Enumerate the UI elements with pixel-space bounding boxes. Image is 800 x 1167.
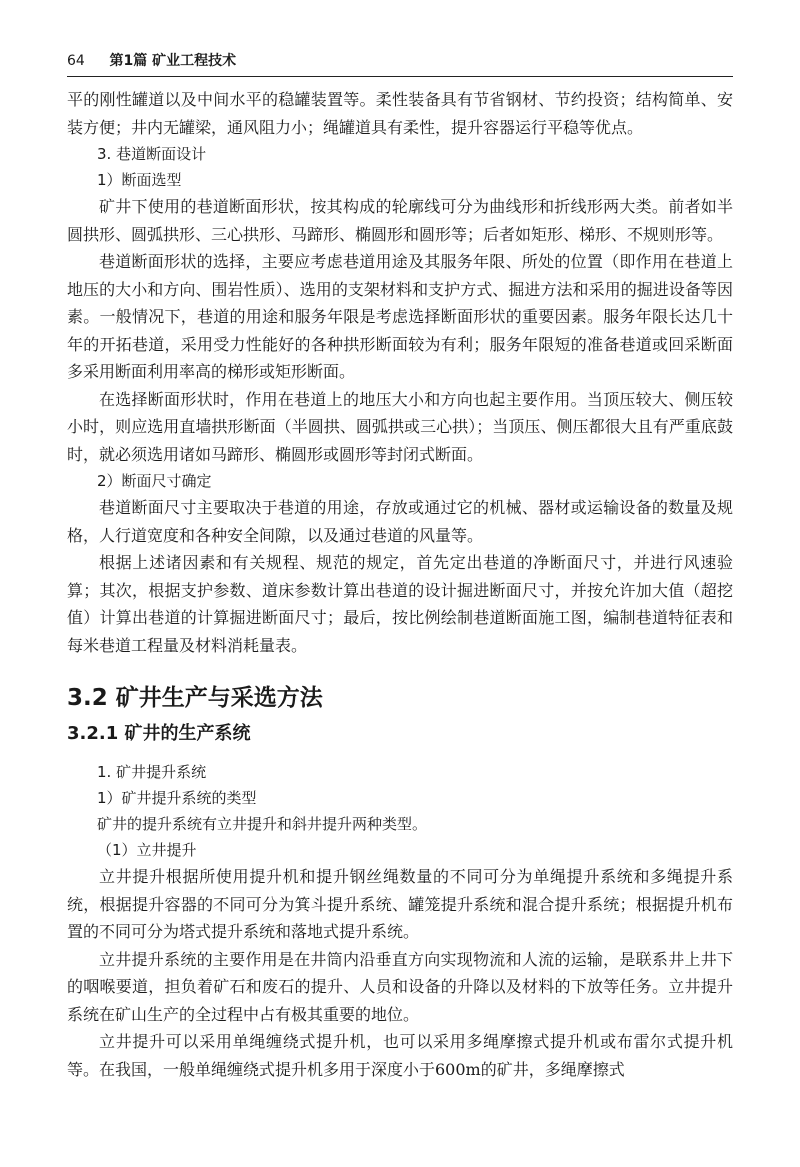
paragraph: 立井提升可以采用单绳缠绕式提升机，也可以采用多绳摩擦式提升机或布雷尔式提升机等。在我国，一般单绳缠绕式提升机多用于深度小于600m的矿井，多绳摩擦式: [67, 1032, 733, 1079]
paragraph: 在选择断面形状时，作用在巷道上的地压大小和方向也起主要作用。当顶压较大、侧压较小时，则应选用直墙拱形断面（半圆拱、圆弧拱或三心拱）；当顶压、侧压都很大且有严重底鼓时，就必须选用诸如马蹄形、椭圆形或圆形等封闭式断面。: [67, 389, 733, 464]
paragraph: 巷道断面尺寸主要取决于巷道的用途，存放或通过它的机械、器材或运输设备的数量及规格，人行道宽度和各种安全间隙，以及通过巷道的风量等。: [67, 498, 733, 545]
running-title: 第1篇 矿业工程技术: [109, 53, 237, 69]
page-number: 64: [67, 53, 85, 69]
paragraph: 矿井下使用的巷道断面形状，按其构成的轮廓线可分为曲线形和折线形两大类。前者如半圆拱形、圆弧拱形、三心拱形、马蹄形、椭圆形和圆形等；后者如矩形、梯形、不规则形等。: [67, 197, 733, 244]
chapter-section-title: 3.2 矿井生产与采选方法: [67, 685, 323, 711]
paragraph: 平的刚性罐道以及中间水平的稳罐装置等。柔性装备具有节省钢材、节约投资；结构简单、安装方便；井内无罐梁，通风阻力小；绳罐道具有柔性，提升容器运行平稳等优点。: [67, 90, 733, 137]
paragraph: 巷道断面形状的选择，主要应考虑巷道用途及其服务年限、所处的位置（即作用在巷道上地压的大小和方向、围岩性质）、选用的支架材料和支护方式、掘进方法和采用的掘进设备等因素。一般情况下，巷道的用途和服务年限是考虑选择断面形状的重要因素。服务年限长达几十年的开拓巷道，采用受力性能好的各种拱形断面较为有利；服务年限短的准备巷道或回采断面多采用断面利用率高的梯形或矩形断面。: [67, 252, 733, 381]
subsection-heading: 1）矿井提升系统的类型: [97, 789, 257, 807]
subsection-heading: 1）断面选型: [97, 171, 182, 189]
section-heading: 1. 矿井提升系统: [97, 763, 207, 781]
subsection-heading: （1）立井提升: [97, 841, 197, 859]
subsection-heading: 2）断面尺寸确定: [97, 472, 212, 490]
page-body: [67, 86, 733, 1083]
page-header: [67, 50, 733, 77]
section-title: 3.2.1 矿井的生产系统: [67, 723, 251, 744]
paragraph: 根据上述诸因素和有关规程、规范的规定，首先定出巷道的净断面尺寸，并进行风速验算；其次，根据支护参数、道床参数计算出巷道的设计掘进断面尺寸，并按允许加大值（超挖值）计算出巷道的计算掘进断面尺寸；最后，按比例绘制巷道断面施工图，编制巷道特征表和每米巷道工程量及材料消耗量表。: [67, 553, 733, 655]
paragraph: 立井提升根据所使用提升机和提升钢丝绳数量的不同可分为单绳提升系统和多绳提升系统，根据提升容器的不同可分为箕斗提升系统、罐笼提升系统和混合提升系统；根据提升机布置的不同可分为塔式提升系统和落地式提升系统。: [67, 867, 733, 941]
paragraph-short: 矿井的提升系统有立井提升和斜井提升两种类型。: [97, 815, 428, 833]
paragraph: 立井提升系统的主要作用是在井筒内沿垂直方向实现物流和人流的运输，是联系井上井下的咽喉要道，担负着矿石和废石的提升、人员和设备的升降以及材料的下放等任务。立井提升系统在矿山生产的全过程中占有极其重要的地位。: [67, 949, 733, 1024]
section-heading: 3. 巷道断面设计: [97, 145, 207, 163]
